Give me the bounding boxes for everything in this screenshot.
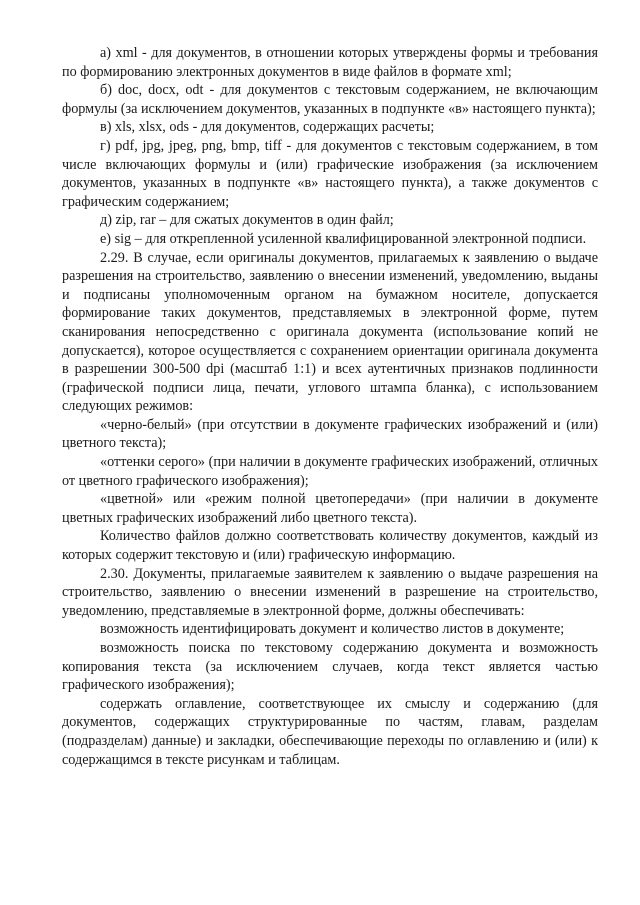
list-item-zip: д) zip, rar – для сжатых документов в один файл; [100,212,394,229]
clause-2-30: 2.30. Документы, прилагаемые заявителем к заявлению о выдаче разрешения на строительство, заявлению о внесении изменений в разрешение на строительство, уведомлению, представляемые в электронной форме, должны обеспечивать: [62,565,598,619]
list-item-sig: е) sig – для открепленной усиленной квалифицированной электронной подписи. [100,230,587,247]
mode-black-white: «черно-белый» (при отсутствии в документе графических изображений и (или) цветного текста); [62,416,598,452]
list-item-pdf: г) pdf, jpg, jpeg, png, bmp, tiff - для документов с текстовым содержанием, в том числе включающих формулы и (или) графические изображения (за исключением документов, указанных в подпункте «в» настоящего пункта), а также документов с графическим содержанием; [62,137,598,210]
list-item-xml: а) xml - для документов, в отношении которых утверждены формы и требования по формированию электронных документов в виде файлов в формате xml; [62,45,598,80]
clause-2-29: 2.29. В случае, если оригиналы документов, прилагаемых к заявлению о выдаче разрешения на строительство, заявлению о внесении изменений, уведомлению, выданы и подписаны уполномоченным органом на бумажном носителе, допускается формирование таких документов, представляемых в электронной форме, путем сканирования непосредственно с оригинала документа (использование копий не допускается), которое осуществляется с сохранением ориентации оригинала документа в разрешении 300-500 dpi (масштаб 1:1) и всех аутентичных признаков подлинности (графической подписи лица, печати, углового штампа бланка), с использованием следующих режимов: [62,249,598,415]
mode-color: «цветной» или «режим полной цветопередачи» (при наличии в документе цветных графических изображений либо цветного текста). [62,491,598,526]
list-item-doc: б) doc, docx, odt - для документов с текстовым содержанием, не включающим формулы (за исключением документов, указанных в подпункте «в» настоящего пункта); [62,82,598,117]
list-item-xls: в) xls, xlsx, ods - для документов, содержащих расчеты; [100,119,435,136]
requirement-toc: содержать оглавление, соответствующее их смыслу и содержанию (для документов, содержащих структурированные по частям, главам, разделам (подразделам) данные) и закладки, обеспечивающие переходы по оглавлению и (или) к содержащимся в тексте рисункам и таблицам. [62,695,598,768]
document-page [62,44,598,769]
requirement-search: возможность поиска по текстовому содержанию документа и возможность копирования текста (за исключением случаев, когда текст является частью графического изображения); [62,640,598,694]
requirement-identify: возможность идентифицировать документ и количество листов в документе; [100,621,565,638]
file-count-paragraph: Количество файлов должно соответствовать количеству документов, каждый из которых содержит текстовую и (или) графическую информацию. [62,528,598,564]
mode-grayscale: «оттенки серого» (при наличии в документе графических изображений, отличных от цветного графического изображения); [62,454,598,489]
